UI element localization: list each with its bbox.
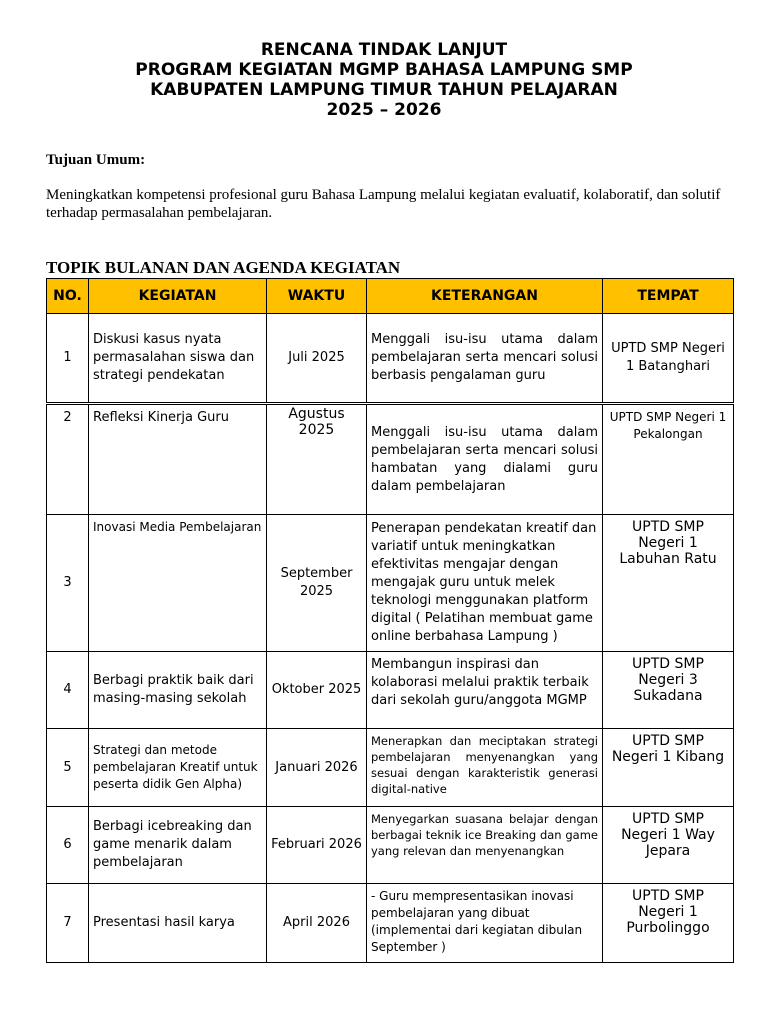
header-tempat: TEMPAT <box>603 279 734 314</box>
tujuan-text: Meningkatkan kompetensi profesional guru Bahasa Lampung melalui kegiatan evaluatif, kolaboratif, dan solutif terhadap permasalahan pembelajaran. <box>46 187 721 221</box>
row-tempat: UPTD SMP Negeri 1 Purbolinggo <box>603 884 734 963</box>
header-waktu: WAKTU <box>267 279 367 314</box>
row-tempat: UPTD SMP Negeri 1 Labuhan Ratu <box>603 515 734 652</box>
row-waktu: Februari 2026 <box>267 807 367 884</box>
tujuan-label: Tujuan Umum: <box>46 152 146 168</box>
row-keterangan: Menyegarkan suasana belajar dengan berbagai teknik ice Breaking dan game yang relevan dan menyenangkan <box>367 807 603 884</box>
document-title <box>0 40 768 120</box>
table-row <box>47 515 734 652</box>
header-kegiatan: KEGIATAN <box>89 279 267 314</box>
row-tempat: UPTD SMP Negeri 3 Sukadana <box>603 652 734 729</box>
row-tempat: UPTD SMP Negeri 1 Kibang <box>603 729 734 807</box>
row-kegiatan: Berbagi praktik baik dari masing-masing sekolah <box>89 652 267 729</box>
table-row <box>47 729 734 807</box>
table-row <box>47 807 734 884</box>
header-no: NO. <box>47 279 89 314</box>
row-tempat: UPTD SMP Negeri 1 Batanghari <box>603 314 734 404</box>
row-waktu: September 2025 <box>267 515 367 652</box>
table-header-row <box>47 279 734 314</box>
row-no: 2 <box>47 404 89 515</box>
row-no: 3 <box>47 515 89 652</box>
row-tempat: UPTD SMP Negeri 1 Pekalongan <box>603 404 734 515</box>
row-tempat: UPTD SMP Negeri 1 Way Jepara <box>603 807 734 884</box>
title-line-2: PROGRAM KEGIATAN MGMP BAHASA LAMPUNG SMP <box>135 60 633 80</box>
row-waktu: Agustus 2025 <box>267 404 367 515</box>
row-kegiatan: Presentasi hasil karya <box>89 884 267 963</box>
row-keterangan: - Guru mempresentasikan inovasi pembelajaran yang dibuat (implementai dari kegiatan dibulan September ) <box>367 884 603 963</box>
row-kegiatan: Inovasi Media Pembelajaran <box>89 515 267 652</box>
row-no: 1 <box>47 314 89 404</box>
row-keterangan: Menggali isu-isu utama dalam pembelajaran serta mencari solusi berbasis pengalaman guru <box>367 314 603 404</box>
row-waktu: Januari 2026 <box>267 729 367 807</box>
row-keterangan: Membangun inspirasi dan kolaborasi melalui praktik terbaik dari sekolah guru/anggota MGMP <box>367 652 603 729</box>
row-keterangan: Menggali isu-isu utama dalam pembelajaran serta mencari solusi hambatan yang dialami guru dalam pembelajaran <box>367 404 603 515</box>
table-row <box>47 884 734 963</box>
table-row <box>47 404 734 515</box>
agenda-table <box>46 278 734 963</box>
table-row <box>47 652 734 729</box>
row-kegiatan: Refleksi Kinerja Guru <box>89 404 267 515</box>
row-kegiatan: Strategi dan metode pembelajaran Kreatif untuk peserta didik Gen Alpha) <box>89 729 267 807</box>
row-waktu: Oktober 2025 <box>267 652 367 729</box>
row-kegiatan: Diskusi kasus nyata permasalahan siswa dan strategi pendekatan <box>89 314 267 404</box>
row-no: 5 <box>47 729 89 807</box>
title-line-1: RENCANA TINDAK LANJUT <box>260 40 508 60</box>
row-keterangan: Penerapan pendekatan kreatif dan variatif untuk meningkatkan efektivitas mengajar dengan mengajak guru untuk melek teknologi menggunakan platform digital ( Pelatihan membuat game online berbahasa Lampung ) <box>367 515 603 652</box>
title-line-4: 2025 – 2026 <box>326 100 442 120</box>
header-keterangan: KETERANGAN <box>367 279 603 314</box>
title-line-3: KABUPATEN LAMPUNG TIMUR TAHUN PELAJARAN <box>150 80 618 100</box>
row-no: 4 <box>47 652 89 729</box>
section-heading: TOPIK BULANAN DAN AGENDA KEGIATAN <box>46 258 401 277</box>
row-kegiatan: Berbagi icebreaking dan game menarik dalam pembelajaran <box>89 807 267 884</box>
table-row <box>47 314 734 404</box>
row-no: 6 <box>47 807 89 884</box>
row-waktu: April 2026 <box>267 884 367 963</box>
row-waktu: Juli 2025 <box>267 314 367 404</box>
row-no: 7 <box>47 884 89 963</box>
row-keterangan: Menerapkan dan meciptakan strategi pembelajaran menyenangkan yang sesuai dengan karakteristik generasi digital-native <box>367 729 603 807</box>
